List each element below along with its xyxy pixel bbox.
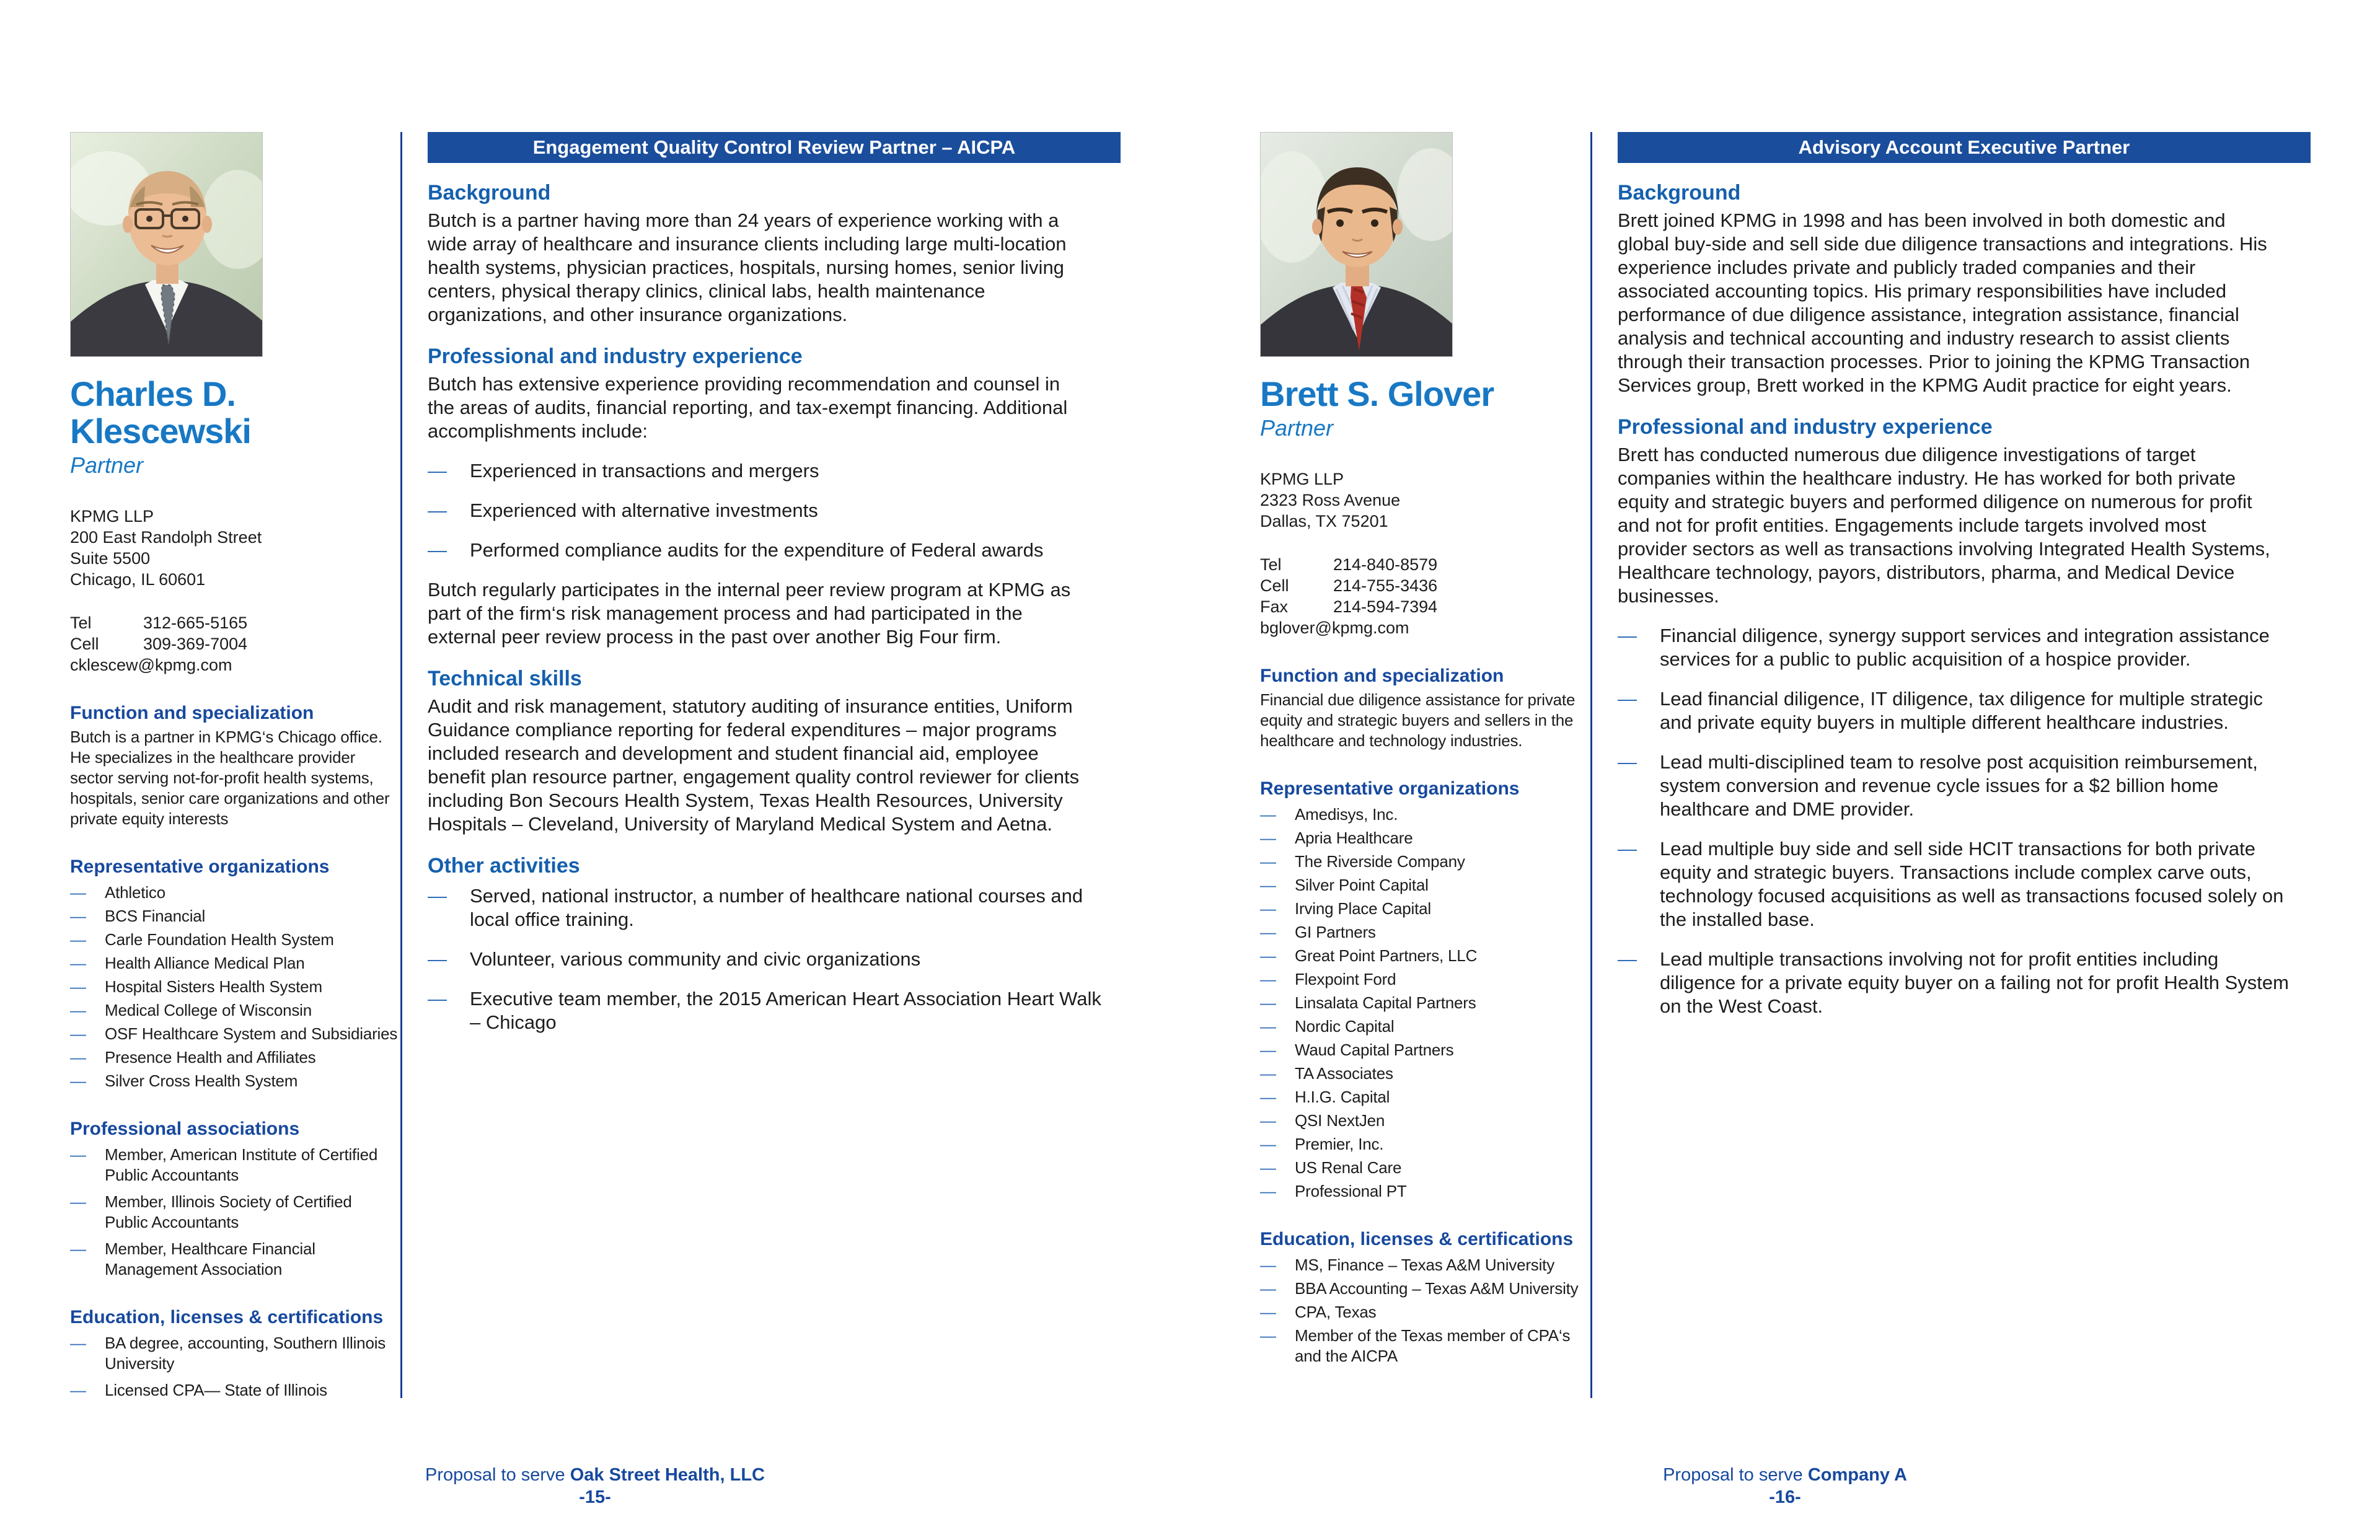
bullet-dash-icon: — [1260, 993, 1276, 1012]
bullet-dash-icon: — [70, 930, 86, 949]
bullet-dash-icon: — [1260, 1158, 1276, 1177]
experience-bullet: — Experienced in transactions and mergers [428, 460, 819, 482]
section-heading-experience: Professional and industry experience [1618, 415, 1993, 439]
section-heading-other-activities: Other activities [428, 854, 580, 878]
bullet-dash-icon: — [428, 885, 447, 907]
bullet-dash-icon: — [70, 1192, 86, 1211]
bullet-dash-icon: — [1260, 946, 1276, 965]
bullet-dash-icon: — [1618, 625, 1637, 646]
function-text: Butch is a partner in KPMG‘s Chicago office. He specializes in the healthcare provider sector serving not-for-profit health systems, hospitals, senior care organizations and other private equity interests [70, 728, 390, 828]
page-16 [1190, 0, 2380, 1540]
address-line: Chicago, IL 60601 [70, 570, 206, 589]
list-item: — Great Point Partners, LLC [1260, 946, 1478, 965]
footer-prefix: Proposal to serve [1663, 1465, 1808, 1485]
bullet-dash-icon: — [1260, 805, 1276, 824]
experience-bullet: — Experienced with alternative investments [428, 499, 818, 521]
bullet-dash-icon: — [1260, 970, 1276, 988]
phone-label: Tel [70, 614, 92, 632]
bullet-dash-icon: — [1260, 852, 1276, 871]
bullet-dash-icon: — [1260, 876, 1276, 894]
professional-associations-list [70, 1145, 399, 1280]
bio-sidebar-glover [1260, 132, 1589, 1370]
experience-bullet: — Lead multiple buy side and sell side HCIT transactions for both private equity and strategic buyers. Transactions include complex carve outs, technology focused acquisitions as well as transactions focused solely on the installed base. [1618, 838, 2284, 930]
person-name: Charles D. Klescewski [70, 374, 251, 451]
address-block [1260, 469, 1589, 532]
experience-bullet: — Financial diligence, synergy support services and integration assistance services for a public to public acquisition of a hospice provider. [1618, 625, 2270, 670]
section-heading-function: Function and specialization [70, 703, 314, 723]
list-item: — Carle Foundation Health System [70, 930, 334, 949]
portrait-photo-klescewski [70, 132, 263, 357]
email-address: cklescew@kpmg.com [70, 656, 232, 674]
list-item: — Hospital Sisters Health System [70, 977, 322, 996]
list-item: — Silver Cross Health System [70, 1071, 298, 1090]
list-item: — OSF Healthcare System and Subsidiaries [70, 1024, 398, 1043]
bullet-dash-icon: — [70, 1024, 86, 1043]
phone-row [70, 612, 399, 633]
list-item: — Licensed CPA— State of Illinois [70, 1381, 327, 1399]
section-heading-background: Background [428, 181, 551, 205]
list-item: — Member of the Texas member of CPA‘s and the AICPA [1260, 1326, 1571, 1365]
bullet-dash-icon: — [70, 883, 86, 902]
section-heading-professional-associations: Professional associations [70, 1119, 300, 1139]
list-item: — Presence Health and Affiliates [70, 1048, 316, 1067]
list-item: — GI Partners [1260, 923, 1376, 941]
page-footer [1190, 1464, 2380, 1508]
phone-row [70, 633, 399, 654]
footer-line [1190, 1464, 2380, 1486]
footer-client-name: Oak Street Health, LLC [570, 1465, 765, 1485]
phone-row [1260, 554, 1589, 575]
person-title: Partner [70, 452, 144, 478]
bullet-dash-icon: — [428, 539, 447, 561]
section-heading-education: Education, licenses & certifications [1260, 1229, 1574, 1249]
bullet-dash-icon: — [1260, 1279, 1276, 1298]
bullet-dash-icon: — [1260, 1326, 1276, 1345]
list-item: — Nordic Capital [1260, 1017, 1395, 1036]
bullet-dash-icon: — [1260, 1135, 1276, 1153]
list-item: — Premier, Inc. [1260, 1135, 1384, 1153]
experience-bullet: — Lead multiple transactions involving not for profit entities including diligence for a private equity buyer on a failing not for profit Health System on the West Coast. [1618, 948, 2289, 1017]
contact-block [70, 612, 399, 675]
list-item: — CPA, Texas [1260, 1303, 1377, 1321]
section-heading-experience: Professional and industry experience [428, 345, 803, 368]
bullet-dash-icon: — [70, 954, 86, 972]
bullet-dash-icon: — [70, 1145, 86, 1164]
list-item: — BCS Financial [70, 907, 206, 925]
list-item: — QSI NextJen [1260, 1111, 1385, 1130]
bullet-dash-icon: — [1260, 1017, 1276, 1036]
page-number: -15- [579, 1487, 611, 1507]
phone-row [1260, 575, 1589, 596]
list-item: — Health Alliance Medical Plan [70, 954, 305, 972]
bullet-dash-icon: — [428, 499, 447, 521]
list-item: — Member, American Institute of Certified Public Accountants [70, 1145, 378, 1184]
list-item: — Amedisys, Inc. [1260, 805, 1398, 824]
list-item: — Medical College of Wisconsin [70, 1001, 312, 1019]
bullet-dash-icon: — [1618, 688, 1637, 710]
person-title: Partner [1260, 415, 1334, 441]
list-item: — Professional PT [1260, 1182, 1407, 1200]
bullet-dash-icon: — [428, 988, 447, 1010]
bullet-dash-icon: — [1260, 1182, 1276, 1200]
bullet-dash-icon: — [70, 1239, 86, 1258]
role-banner: Advisory Account Executive Partner [1618, 132, 2311, 163]
bullet-dash-icon: — [70, 1334, 86, 1352]
section-heading-background: Background [1618, 181, 1741, 205]
representative-organizations-list [70, 882, 399, 1091]
list-item: — Waud Capital Partners [1260, 1041, 1454, 1059]
section-heading-representative-organizations: Representative organizations [70, 856, 330, 877]
experience-after: Butch regularly participates in the internal peer review program at KPMG as part of the firm‘s risk management process and had participated in the external peer review process in the past over another Big Four firm. [428, 579, 1071, 648]
address-line: Dallas, TX 75201 [1260, 512, 1388, 530]
role-banner: Engagement Quality Control Review Partner – AICPA [428, 132, 1121, 163]
phone-label: Fax [1260, 597, 1289, 616]
phone-value: 214-594-7394 [1333, 597, 1438, 616]
page-footer [0, 1464, 1190, 1508]
background-text: Butch is a partner having more than 24 years of experience working with a wide array of healthcare and insurance clients including large multi-location health systems, physician practices, hospitals, nursing homes, senior living centers, physical therapy clinics, clinical labs, health maintenance organizations, and other insurance organizations. [428, 209, 1067, 325]
experience-bullet: — Lead financial diligence, IT diligence, tax diligence for multiple strategic and private equity buyers in multiple different healthcare industries. [1618, 688, 2263, 733]
experience-intro: Brett has conducted numerous due diligence investigations of target companies within the healthcare industry. He has worked for both private equity and strategic buyers and performed diligence on numerous for profit and not for profit entities. Engagements include targets involved most provider sectors as well as transactions involving Integrated Health Systems, Healthcare technology, payors, distributors, pharma, and Medical Device businesses. [1618, 444, 2270, 607]
phone-label: Tel [1260, 555, 1282, 574]
bullet-dash-icon: — [1618, 948, 1637, 970]
technical-skills-text: Audit and risk management, statutory auditing of insurance entities, Uniform Guidance compliance reporting for federal expenditures – major programs included research and development and student financial aid, employee benefit plan resource partner, engagement quality control reviewer for clients including Bon Secours Health System, Texas Health Resources, University Hospitals – Cleveland, University of Maryland Medical System and Aetna. [428, 695, 1080, 835]
bullet-dash-icon: — [1260, 1041, 1276, 1059]
address-block [70, 506, 399, 590]
list-item: — MS, Finance – Texas A&M University [1260, 1256, 1554, 1274]
footer-prefix: Proposal to serve [425, 1465, 570, 1485]
column-divider [1590, 132, 1592, 1398]
section-heading-technical-skills: Technical skills [428, 667, 582, 690]
address-line: KPMG LLP [70, 507, 154, 526]
list-item: — Flexpoint Ford [1260, 970, 1396, 988]
list-item: — BBA Accounting – Texas A&M University [1260, 1279, 1579, 1298]
list-item: — TA Associates [1260, 1064, 1393, 1083]
footer-line [0, 1464, 1190, 1486]
bullet-dash-icon: — [1618, 751, 1637, 773]
education-list [1260, 1255, 1589, 1366]
list-item: — Member, Illinois Society of Certified Public Accountants [70, 1192, 352, 1231]
bullet-dash-icon: — [70, 1381, 86, 1399]
phone-value: 214-840-8579 [1333, 555, 1438, 574]
list-item: — Linsalata Capital Partners [1260, 993, 1476, 1012]
column-divider [400, 132, 402, 1398]
bullet-dash-icon: — [1260, 829, 1276, 847]
background-text: Brett joined KPMG in 1998 and has been involved in both domestic and global buy-side and sell side due diligence transactions and integrations. His experience includes private and publicly traded companies and their associated accounting topics. His primary responsibilities have included performance of due diligence assistance, integration assistance, financial analysis and technical accounting and industry research to assist clients through their transaction processes. Prior to joining the KPMG Transaction Services group, Brett worked in the KPMG Audit practice for eight years. [1618, 209, 2267, 396]
address-line: Suite 5500 [70, 549, 151, 568]
representative-organizations-list [1260, 804, 1589, 1202]
function-text: Financial due diligence assistance for private equity and strategic buyers and sellers in the healthcare and technology industries. [1260, 690, 1576, 750]
phone-value: 309-369-7004 [143, 635, 248, 653]
other-activity-bullet: — Volunteer, various community and civic organizations [428, 948, 921, 970]
experience-intro: Butch has extensive experience providing recommendation and counsel in the areas of audits, financial reporting, and tax-exempt financing. Additional accomplishments include: [428, 373, 1068, 442]
phone-label: Cell [1260, 576, 1289, 595]
phone-value: 214-755-3436 [1333, 576, 1438, 595]
bullet-dash-icon: — [70, 977, 86, 996]
section-heading-function: Function and specialization [1260, 666, 1504, 686]
other-activity-bullet: — Executive team member, the 2015 American Heart Association Heart Walk – Chicago [428, 988, 1101, 1033]
bio-main-column-glover [1618, 132, 2311, 1018]
bullet-dash-icon: — [70, 907, 86, 925]
bullet-dash-icon: — [1260, 1064, 1276, 1083]
bullet-dash-icon: — [1618, 838, 1637, 860]
footer-client-name: Company A [1807, 1465, 1907, 1485]
bullet-dash-icon: — [428, 460, 447, 482]
bullet-dash-icon: — [428, 948, 447, 970]
address-line: 2323 Ross Avenue [1260, 491, 1401, 509]
phone-value: 312-665-5165 [143, 614, 248, 632]
list-item: — Silver Point Capital [1260, 876, 1429, 894]
list-item: — Athletico [70, 883, 165, 902]
list-item: — Irving Place Capital [1260, 899, 1431, 918]
list-item: — BA degree, accounting, Southern Illinois University [70, 1334, 386, 1373]
list-item: — US Renal Care [1260, 1158, 1402, 1177]
experience-bullet: — Lead multi-disciplined team to resolve post acquisition reimbursement, system conversion and revenue cycle issues for a $2 billion home healthcare and DME provider. [1618, 751, 2258, 820]
bullet-dash-icon: — [1260, 923, 1276, 941]
bullet-dash-icon: — [1260, 1303, 1276, 1321]
list-item: — Apria Healthcare [1260, 829, 1413, 847]
phone-row [1260, 596, 1589, 617]
list-item: — The Riverside Company [1260, 852, 1465, 871]
bullet-dash-icon: — [70, 1048, 86, 1067]
list-item: — Member, Healthcare Financial Management Association [70, 1239, 315, 1278]
email-address: bglover@kpmg.com [1260, 618, 1409, 637]
section-heading-education: Education, licenses & certifications [70, 1307, 384, 1327]
section-heading-representative-organizations: Representative organizations [1260, 778, 1520, 799]
bio-main-column-klescewski [428, 132, 1121, 1034]
page-number: -16- [1769, 1487, 1801, 1507]
bullet-dash-icon: — [1260, 899, 1276, 918]
address-line: 200 East Randolph Street [70, 528, 262, 547]
education-list [70, 1333, 399, 1401]
other-activity-bullet: — Served, national instructor, a number of healthcare national courses and local office training. [428, 885, 1083, 930]
bullet-dash-icon: — [1260, 1111, 1276, 1130]
person-name: Brett S. Glover [1260, 374, 1494, 413]
contact-block [1260, 554, 1589, 638]
experience-bullet: — Performed compliance audits for the expenditure of Federal awards [428, 539, 1044, 561]
list-item: — H.I.G. Capital [1260, 1088, 1390, 1106]
phone-label: Cell [70, 635, 99, 653]
bullet-dash-icon: — [70, 1001, 86, 1019]
bullet-dash-icon: — [1260, 1256, 1276, 1274]
bio-sidebar-klescewski [70, 132, 399, 1407]
bullet-dash-icon: — [1260, 1088, 1276, 1106]
address-line: KPMG LLP [1260, 470, 1344, 488]
portrait-photo-glover [1260, 132, 1453, 357]
bullet-dash-icon: — [70, 1071, 86, 1090]
